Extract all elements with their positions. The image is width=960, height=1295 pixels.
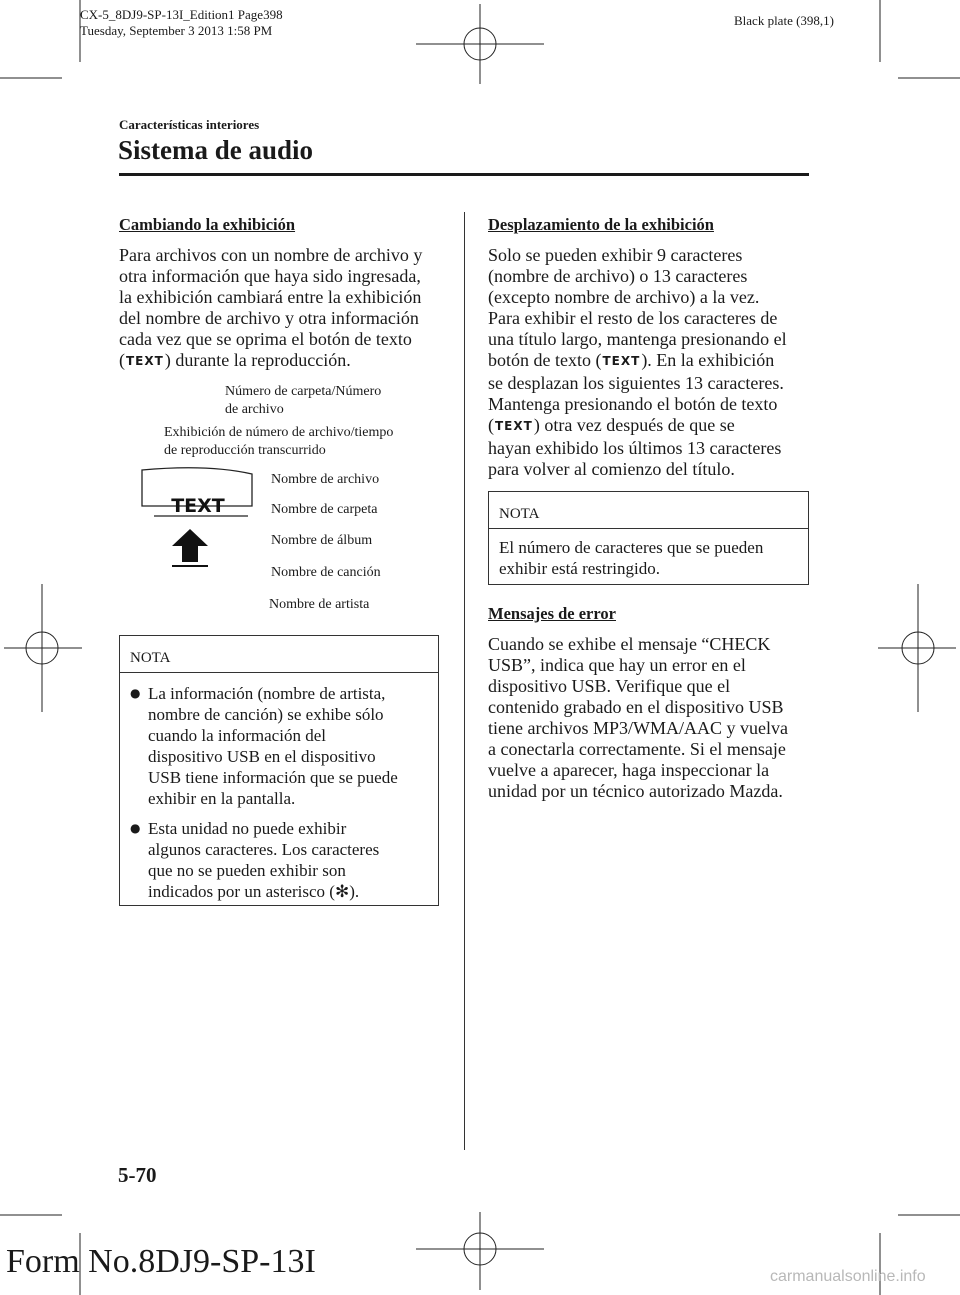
paragraph-line: del nombre de archivo y otra información bbox=[119, 308, 419, 328]
note-line: La información (nombre de artista, bbox=[148, 684, 386, 703]
paragraph-line: se desplazan los siguientes 13 caracteres. bbox=[488, 373, 784, 393]
text-button-label: TEXT bbox=[171, 495, 225, 517]
paragraph-line: Para archivos con un nombre de archivo y bbox=[119, 245, 423, 265]
note-line: USB tiene información que se puede bbox=[148, 768, 398, 787]
note-bullet bbox=[120, 683, 438, 809]
note-box-right bbox=[488, 491, 809, 585]
plate-label: Black plate (398,1) bbox=[734, 13, 834, 28]
text-fragment: ( bbox=[488, 415, 494, 435]
label-line: Exhibición de número de archivo/tiempo bbox=[164, 425, 394, 440]
note-body bbox=[120, 673, 438, 903]
bullet-icon: ● bbox=[130, 686, 141, 700]
note-line: que no se pueden exhibir son bbox=[148, 861, 346, 880]
note-line: algunos caracteres. Los caracteres bbox=[148, 840, 380, 859]
text-fragment: ). En la exhibición bbox=[641, 350, 775, 370]
diagram-item: Nombre de carpeta bbox=[271, 502, 378, 517]
label-file-time bbox=[164, 424, 393, 460]
note-line: Esta unidad no puede exhibir bbox=[148, 819, 347, 838]
paren-close-text: ) durante la reproducción. bbox=[164, 350, 351, 370]
right-column bbox=[488, 214, 818, 480]
note-title: NOTA bbox=[120, 636, 438, 673]
print-meta-date: Tuesday, September 3 2013 1:58 PM bbox=[80, 23, 273, 38]
note-line bbox=[148, 881, 438, 903]
column-divider bbox=[464, 212, 465, 1150]
paragraph-line: Cuando se exhibe el mensaje “CHECK bbox=[488, 634, 771, 654]
text-fragment: botón de texto ( bbox=[488, 350, 602, 370]
title-rule bbox=[119, 173, 809, 176]
label-folder-number bbox=[225, 383, 381, 419]
form-number: Form No.8DJ9-SP-13I bbox=[6, 1243, 316, 1280]
paragraph-line: (nombre de archivo) o 13 caracteres bbox=[488, 266, 748, 286]
note-line: exhibir en la pantalla. bbox=[148, 789, 296, 808]
diagram-item: Nombre de archivo bbox=[271, 472, 380, 487]
note-line: dispositivo USB en el dispositivo bbox=[148, 747, 376, 766]
label-line: Número de carpeta/Número bbox=[225, 384, 382, 399]
paragraph-line bbox=[488, 350, 818, 373]
note-line: El número de caracteres que se pueden bbox=[499, 538, 764, 557]
paragraph-line: Solo se pueden exhibir 9 caracteres bbox=[488, 245, 743, 265]
text-button-illustration bbox=[138, 466, 260, 576]
note-line: cuando la información del bbox=[148, 726, 326, 745]
paragraph-line: (excepto nombre de archivo) a la vez. bbox=[488, 287, 760, 307]
print-meta-file: CX-5_8DJ9-SP-13I_Edition1 Page398 bbox=[80, 7, 283, 22]
heading-error-messages: Mensajes de error bbox=[488, 604, 616, 623]
paragraph-line: otra información que haya sido ingresada, bbox=[119, 266, 421, 286]
text-key-glyph: TEXT bbox=[126, 354, 164, 368]
label-line: de archivo bbox=[225, 402, 284, 417]
page-number: 5-70 bbox=[118, 1163, 157, 1187]
heading-changing-display: Cambiando la exhibición bbox=[119, 215, 296, 234]
paragraph-line: dispositivo USB. Verifique que el bbox=[488, 676, 731, 696]
heading-scrolling-display: Desplazamiento de la exhibición bbox=[488, 215, 714, 234]
paragraph-line: unidad por un técnico autorizado Mazda. bbox=[488, 781, 783, 801]
paragraph-line: hayan exhibido los últimos 13 caracteres bbox=[488, 438, 782, 458]
left-column bbox=[119, 214, 449, 373]
paragraph-line: tiene archivos MP3/WMA/AAC y vuelva bbox=[488, 718, 788, 738]
note-text: indicados por un asterisco ( bbox=[148, 882, 335, 901]
paragraph-line bbox=[488, 415, 818, 438]
note-title: NOTA bbox=[489, 492, 808, 529]
watermark: carmanualsonline.info bbox=[770, 1268, 926, 1285]
paragraph-line bbox=[119, 350, 449, 373]
paragraph-line: USB”, indica que hay un error en el bbox=[488, 655, 746, 675]
note-text: ). bbox=[349, 882, 360, 901]
note-box-left bbox=[119, 635, 439, 906]
paragraph-line: vuelve a aparecer, haga inspeccionar la bbox=[488, 760, 770, 780]
press-arrow-icon bbox=[172, 529, 208, 562]
paragraph-line: para volver al comienzo del título. bbox=[488, 459, 735, 479]
diagram-item: Nombre de artista bbox=[269, 597, 370, 612]
paragraph-line: Mantenga presionando el botón de texto bbox=[488, 394, 778, 414]
diagram-item: Nombre de álbum bbox=[271, 533, 373, 548]
note-line: nombre de canción) se exhibe sólo bbox=[148, 705, 384, 724]
paragraph-line: la exhibición cambiará entre la exhibición bbox=[119, 287, 422, 307]
paragraph-line: cada vez que se oprima el botón de texto bbox=[119, 329, 412, 349]
paragraph-line: una título largo, mantenga presionando el bbox=[488, 329, 787, 349]
note-line: exhibir está restringido. bbox=[499, 559, 660, 578]
paren-open: ( bbox=[119, 350, 125, 370]
text-key-glyph: TEXT bbox=[495, 419, 533, 433]
paragraph-line: a conectarla correctamente. Si el mensaje bbox=[488, 739, 786, 759]
bullet-icon: ● bbox=[130, 821, 141, 835]
page-title: Sistema de audio bbox=[118, 135, 314, 165]
text-fragment: ) otra vez después de que se bbox=[533, 415, 735, 435]
paragraph-line: Para exhibir el resto de los caracteres de bbox=[488, 308, 778, 328]
note-body bbox=[489, 529, 808, 579]
text-key-glyph: TEXT bbox=[602, 354, 641, 368]
diagram-item: Nombre de canción bbox=[271, 565, 381, 580]
asterisk-icon: ✻ bbox=[334, 882, 350, 902]
note-bullet bbox=[120, 818, 438, 903]
print-meta bbox=[80, 7, 283, 39]
section-label: Características interiores bbox=[119, 117, 260, 132]
paragraph-line: contenido grabado en el dispositivo USB bbox=[488, 697, 784, 717]
error-section bbox=[488, 603, 818, 802]
label-line: de reproducción transcurrido bbox=[164, 443, 326, 458]
